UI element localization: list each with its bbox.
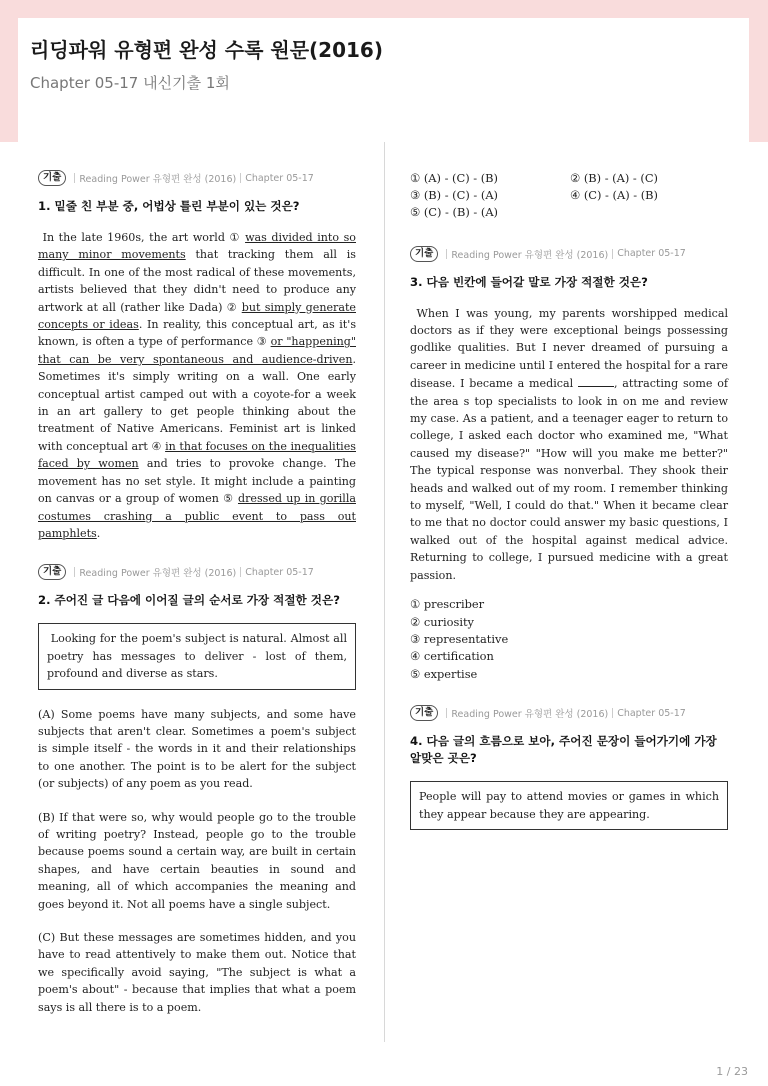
source-label: Reading Power 유형편 완성 (2016) <box>79 568 237 580</box>
chapter-label: Chapter 05-17 <box>617 248 686 260</box>
choice-5[interactable]: ⑤ expertise <box>410 666 478 681</box>
separator <box>74 567 75 577</box>
q3-source-line <box>410 246 728 262</box>
choice-3[interactable]: ③ (B) - (C) - (A) <box>410 188 498 203</box>
document-subtitle: Chapter 05-17 내신기출 1회 <box>30 74 230 92</box>
separator <box>612 249 613 259</box>
choice-4[interactable]: ④ certification <box>410 649 494 664</box>
source-label: Reading Power 유형편 완성 (2016) <box>451 249 609 261</box>
exam-tag: 기출 <box>410 246 438 262</box>
q4-given-box: People will pay to attend movies or games in which they appear because they are appearing. <box>410 781 728 830</box>
document-title: 리딩파워 유형편 완성 수록 원문(2016) <box>30 38 383 62</box>
source-label: Reading Power 유형편 완성 (2016) <box>451 709 609 721</box>
underline-3: or "happening" that can be very spontaneous and audience-driven <box>38 335 356 366</box>
source-label: Reading Power 유형편 완성 (2016) <box>79 174 237 185</box>
chapter-label: Chapter 05-17 <box>245 566 314 578</box>
q2-paragraph-c: (C) But these messages are sometimes hidden, and you have to read attentively to make them out. Notice that we specifically avoid saying, "The subject is what a poem's about" - because that implies that what a poem says is all there is to a poem. <box>38 931 356 1014</box>
exam-tag: 기출 <box>38 564 66 580</box>
column-divider <box>384 142 385 1042</box>
underline-2: but simply generate concepts or ideas <box>38 300 356 332</box>
q3-passage: When I was young, my parents worshipped medical doctors as if they were exceptional beings possessing godlike qualities. But I never dreamed of pursuing a career in medicine until I entered the hospital for a rare disease. I became a medical , attracting some of the area s top specialists to look in on me and review my case. As a patient, and a teenager eager to return to college, I asked each doctor who examined me, "What caused my disease?" "How will you make me better?" The typical response was nonverbal. They shook their heads and walked out of my room. I remember thinking to myself, "Well, I could do that." When it became clear to me that no doctor could answer my basic questions, I walked out of the hospital against medical advice. Returning to college, I pursued medicine with a great passion. <box>410 306 729 582</box>
choice-2[interactable]: ② curiosity <box>410 614 474 629</box>
q3-choices <box>410 596 728 683</box>
q2-choices <box>410 170 728 222</box>
page-number: 1 / 23 <box>716 1065 748 1078</box>
q1-passage: In the late 1960s, the art world ① was divided into so many minor movements that tracking them all is difficult. In one of the most radical of these movements, artists believed that they didn't need to produce any artwork at all (rather like Dada) ② but simply generate concepts or ideas. In reality, this conceptual art, as it's known, is often a type of performance ③ or "happening" that can be very spontaneous and audience-driven. Sometimes it's simply writing on a wall. One early conceptual artist camped out with a coyote-for a week in an art gallery to get people thinking about the treatment of Native Americans. Feminist art is linked with conceptual art ④ in that focuses on the inequalities faced by women and tries to provoke change. The movement has no set style. It might include a painting on canvas or a group of women ⑤ dressed up in gorilla costumes crashing a public event to pass out pamphlets. <box>38 231 357 540</box>
choice-3[interactable]: ③ representative <box>410 631 509 646</box>
underline-4: in that focuses on the inequalities faced by women <box>38 439 356 471</box>
q4-title: 4. 다음 글의 흐름으로 보아, 주어진 문장이 들어가기에 가장 알맞은 곳은? <box>410 734 717 766</box>
separator <box>446 708 447 718</box>
q2-given-box: Looking for the poem's subject is natural. Almost all poetry has messages to deliver - lost of them, profound and diverse as stars. <box>38 623 356 689</box>
answer-blank <box>578 374 614 387</box>
underline-5: dressed up in gorilla costumes crashing a public event to pass out pamphlets <box>38 492 356 540</box>
choice-1[interactable]: ① (A) - (C) - (B) <box>410 171 498 185</box>
left-column <box>38 170 356 1016</box>
chapter-label: Chapter 05-17 <box>617 707 686 719</box>
exam-tag: 기출 <box>38 170 66 186</box>
q2-paragraph-a: (A) Some poems have many subjects, and some have subjects that aren't clear. Sometimes a poem's subject is simple itself - the words in it and their relationships to one another. The point is to be alert for the subject (or subjects) of any poem as you read. <box>38 707 356 791</box>
exam-tag: 기출 <box>410 705 438 721</box>
separator <box>612 708 613 718</box>
choice-1[interactable]: ① prescriber <box>410 597 485 612</box>
q3-title: 3. 다음 빈칸에 들어갈 말로 가장 적절한 것은? <box>410 274 648 289</box>
choice-2[interactable]: ② (B) - (A) - (C) <box>570 171 658 185</box>
chapter-label: Chapter 05-17 <box>245 172 314 184</box>
right-column <box>410 170 728 830</box>
q2-title: 2. 주어진 글 다음에 이어질 글의 순서로 가장 적절한 것은? <box>38 593 340 608</box>
q1-source-line <box>38 170 356 186</box>
q4-source-line <box>410 705 728 721</box>
separator <box>240 173 241 183</box>
choice-4[interactable]: ④ (C) - (A) - (B) <box>570 188 658 203</box>
q2-source-line <box>38 564 356 580</box>
q2-paragraph-b: (B) If that were so, why would people go to the trouble of writing poetry? Instead, people go to the trouble because poems sound a certain way, are built in certain shapes, and have certain beauties in sound and meaning, all of which accompanies the meaning and goes beyond it. Not all poems have a single subject. <box>38 810 356 911</box>
q1-title: 1. 밑줄 친 부분 중, 어법상 틀린 부분이 있는 것은? <box>38 199 300 213</box>
choice-5[interactable]: ⑤ (C) - (B) - (A) <box>410 205 498 220</box>
separator <box>240 567 241 577</box>
separator <box>446 249 447 259</box>
separator <box>74 173 75 183</box>
underline-1: was divided into so many minor movements <box>38 231 356 262</box>
